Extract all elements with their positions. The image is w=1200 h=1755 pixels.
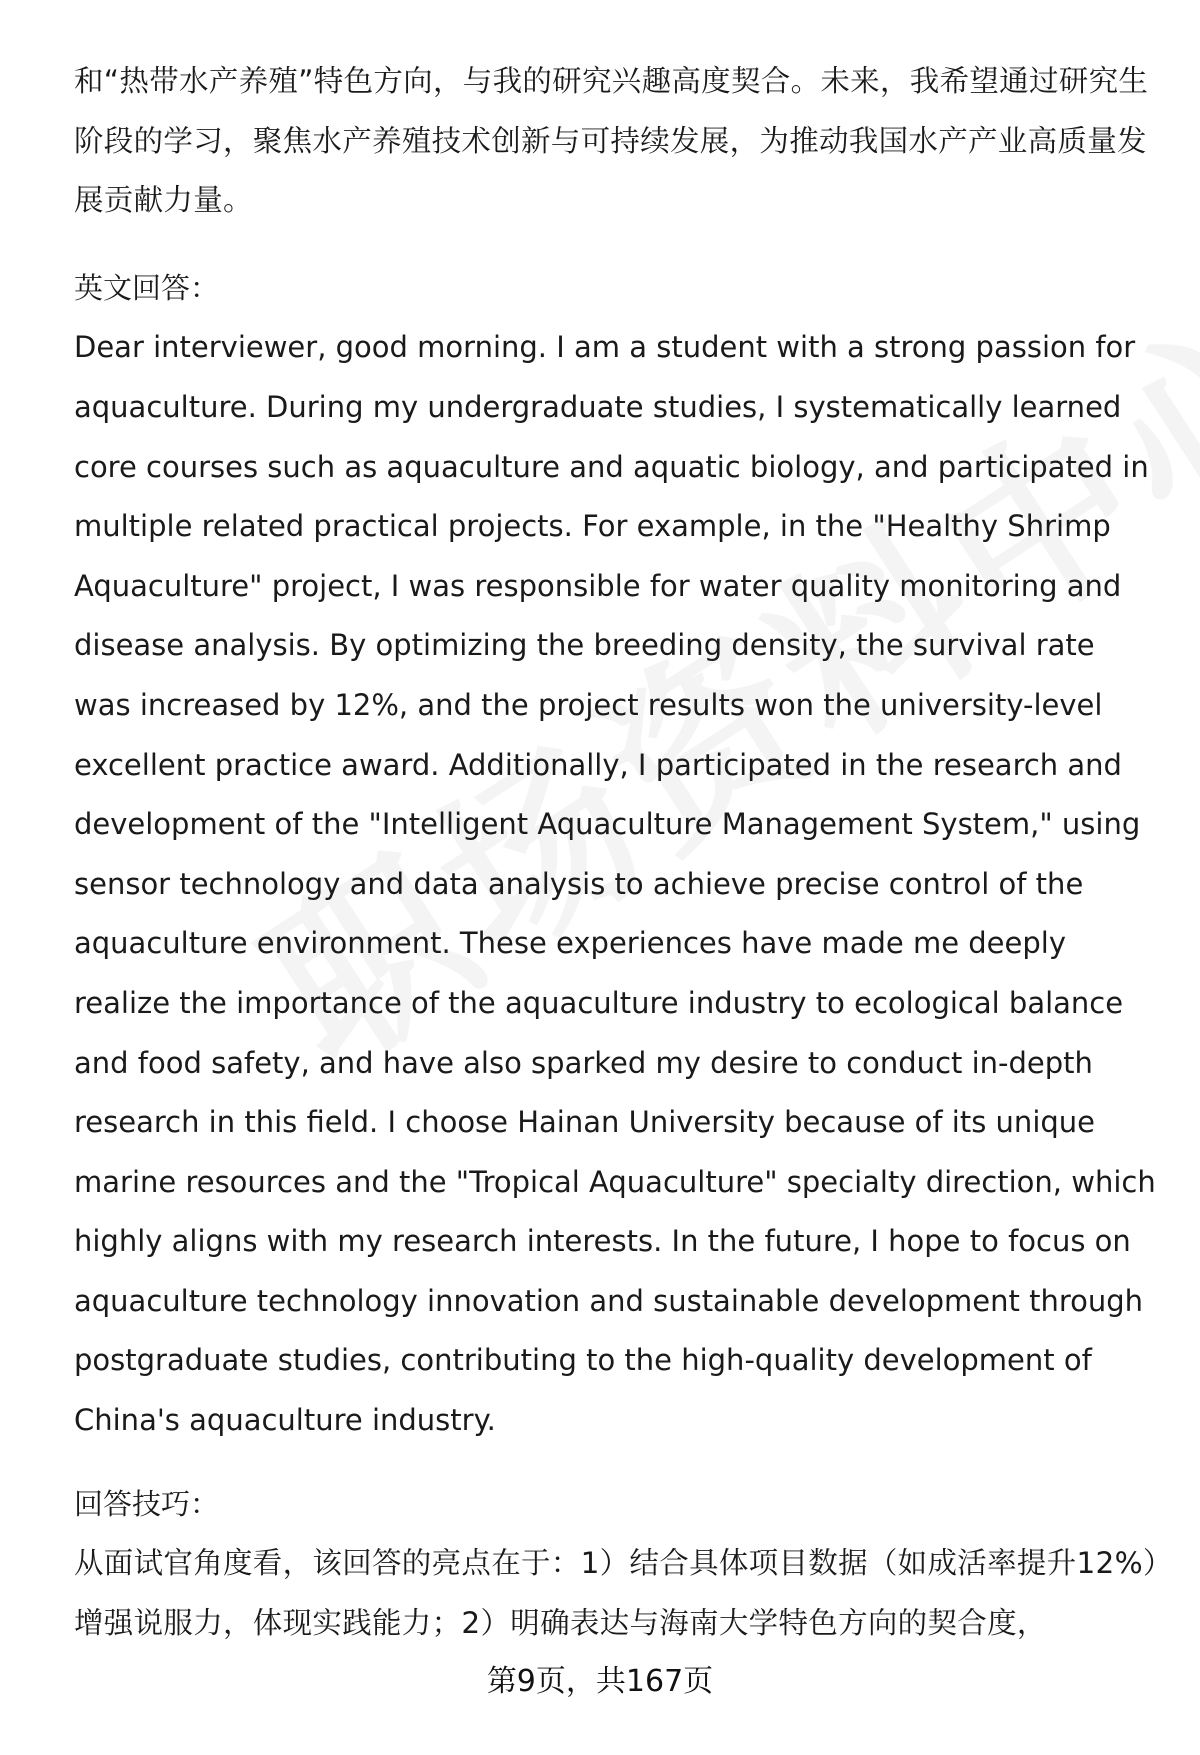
tips-label: 回答技巧： [74, 1486, 220, 1521]
english-answer-label: 英文回答： [74, 270, 220, 305]
english-answer-paragraph: Dear interviewer, good morning. I am a student with a strong passion for aquaculture. During my undergraduate studies, I systematically learned core courses such as aquaculture and aquatic biology, and participated in multiple related practical projects. For example, in the "Healthy Shrimp Aquaculture" project, I was responsible for water quality monitoring and disease analysis. By optimizing the breeding density, the survival rate was increased by 12%, and the project results won the university-level excellent practice award. Additionally, I participated in the research and development of the "Intelligent Aquaculture Management System," using sensor technology and data analysis to achieve precise control of the aquaculture environment. These experiences have made me deeply realize the importance of the aquaculture industry to ecological balance and food safety, and have also sparked my desire to conduct in-depth research in this field. I choose Hainan University because of its unique marine resources and the "Tropical Aquaculture" specialty direction, which highly aligns with my research interests. In the future, I hope to focus on aquaculture technology innovation and sustainable development through postgraduate studies, contributing to the high-quality development of China's aquaculture industry. [74, 330, 1156, 1438]
page-number: 第9页，共167页 [486, 1664, 714, 1699]
tips-paragraph: 从面试官角度看，该回答的亮点在于：1）结合具体项目数据（如成活率提升12%）增强说服力，体现实践能力；2）明确表达与海南大学特色方向的契合度， [74, 1546, 1158, 1640]
page-content [74, 52, 1164, 1653]
intro-paragraph: 和“热带水产养殖”特色方向，与我的研究兴趣高度契合。未来，我希望通过研究生阶段的学习，聚焦水产养殖技术创新与可持续发展，为推动我国水产产业高质量发展贡献力量。 [74, 64, 1149, 218]
